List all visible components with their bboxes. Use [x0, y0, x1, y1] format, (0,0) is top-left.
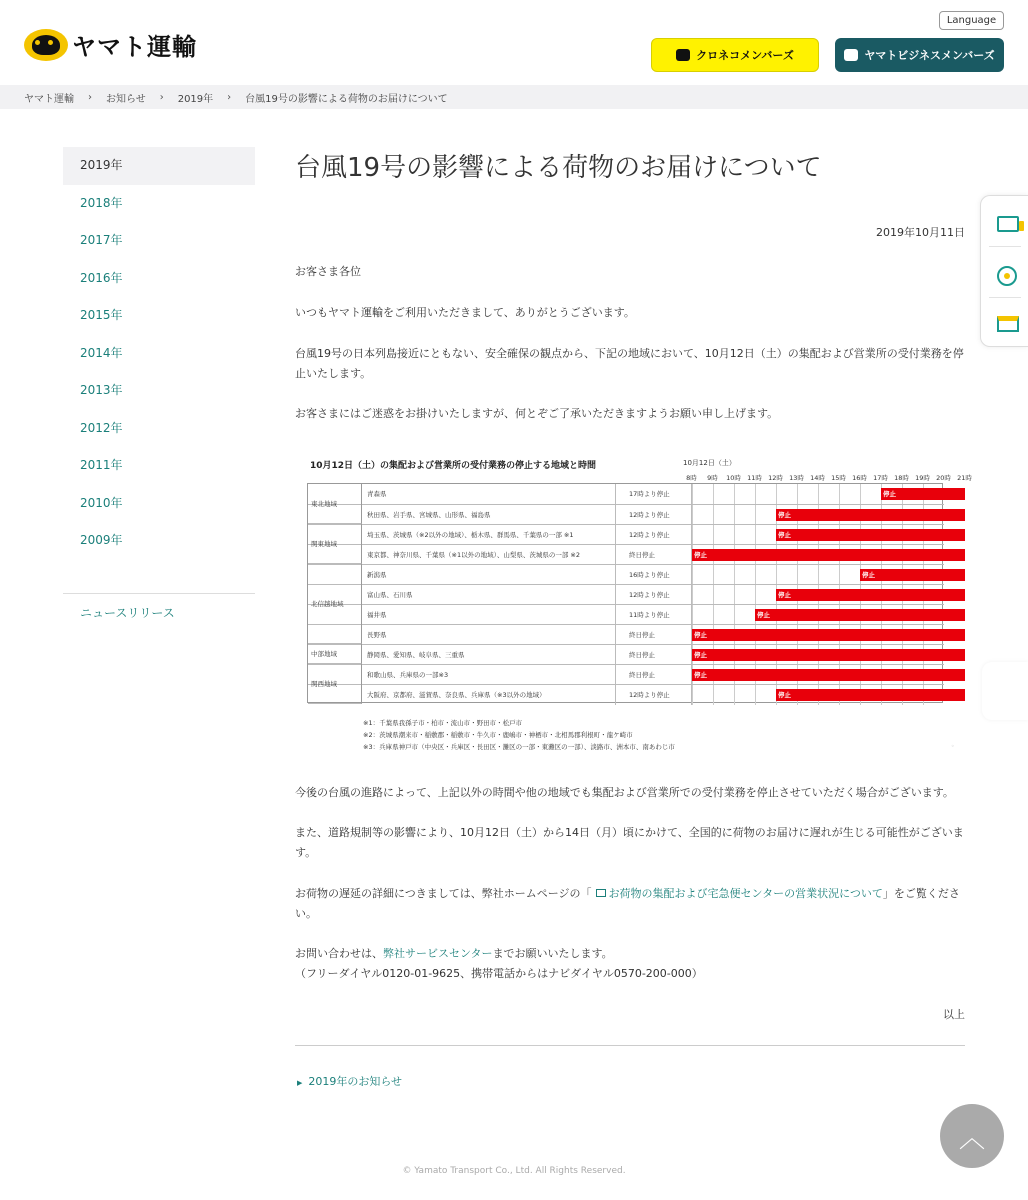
floating-side-menu: [980, 195, 1028, 347]
footnote: ※1：千葉県我孫子市・柏市・流山市・野田市・松戸市: [363, 719, 523, 727]
schedule-title: 10月12日（土）の集配および営業所の受付業務の停止する地域と時間: [310, 461, 597, 471]
hour-grid: [692, 585, 944, 605]
service-center-link[interactable]: 弊社サービスセンター: [383, 947, 493, 960]
stop-time-cell: 16時より停止: [616, 565, 692, 585]
table-row: [308, 484, 944, 504]
region-cell: 中部地域: [308, 644, 362, 664]
hour-grid: [692, 505, 944, 525]
back-to-top-button[interactable]: [940, 1104, 1004, 1168]
sidebar-item-2015[interactable]: 2015年: [80, 308, 123, 322]
suspension-bar: 停止: [692, 549, 965, 561]
suspension-bar: 停止: [860, 569, 965, 581]
hour-label: 20時: [936, 474, 951, 482]
contact-post: までお願いいたします。: [492, 947, 613, 960]
hour-grid: [692, 645, 944, 665]
stop-time-cell: 12時より停止: [616, 525, 692, 545]
region-cell: 東北地域: [308, 484, 362, 524]
area-cell: 青森県: [364, 484, 616, 504]
sidebar-item-2016[interactable]: 2016年: [80, 270, 123, 285]
back-to-year-link[interactable]: [297, 1073, 402, 1089]
paragraph-contact: [295, 944, 965, 984]
hour-label: 14時: [810, 474, 825, 482]
region-cell: 関東地域: [308, 524, 362, 564]
kuroneko-logo-icon: [24, 29, 68, 61]
shop-icon[interactable]: [997, 316, 1019, 332]
sidebar-item-news-release[interactable]: ニュースリリース: [80, 605, 175, 620]
hour-label: 10時: [726, 474, 741, 482]
page-title: 台風19号の影響による荷物のお届けについて: [295, 153, 822, 183]
hour-grid: [692, 525, 944, 545]
hour-label: 17時: [873, 474, 888, 482]
region-cell: 北信越地域: [308, 564, 362, 644]
external-link-icon: [596, 889, 606, 897]
sidebar-item-2014[interactable]: 2014年: [80, 345, 123, 360]
table-row: [308, 664, 944, 684]
business-members-label: ヤマトビジネスメンバーズ: [864, 49, 995, 62]
hour-label: 8時: [686, 474, 697, 482]
table-row: [308, 604, 944, 624]
paragraph-details: [295, 884, 965, 924]
hour-label: 13時: [789, 474, 804, 482]
side-menu-divider: [989, 297, 1021, 298]
area-cell: 長野県: [364, 625, 616, 645]
stop-time-cell: 17時より停止: [616, 484, 692, 504]
kuroneko-members-label: クロネコメンバーズ: [696, 49, 794, 62]
sidebar-divider: [63, 593, 255, 594]
details-post: 」をご覧ください。: [295, 887, 960, 920]
table-row: [308, 644, 944, 664]
stop-time-cell: 終日停止: [616, 545, 692, 565]
language-button[interactable]: Language: [939, 11, 1004, 30]
copyright: © Yamato Transport Co., Ltd. All Rights Reserved.: [402, 1166, 626, 1176]
stop-time-cell: 終日停止: [616, 665, 692, 685]
floating-tab: [982, 662, 1028, 720]
area-cell: 静岡県、愛知県、岐阜県、三重県: [364, 645, 616, 665]
sidebar-item-2011[interactable]: 2011年: [80, 458, 123, 472]
sidebar-item-2019[interactable]: 2019年: [63, 147, 255, 185]
paragraph-notice: 台風19号の日本列島接近にともない、安全確保の観点から、下記の地域において、10月12日（土）の集配および営業所の受付業務を停止いたします。: [295, 347, 964, 380]
hour-grid: [692, 484, 944, 504]
publish-date: 2019年10月11日: [876, 226, 965, 239]
suspension-bar: 停止: [692, 629, 965, 641]
telephone-icon[interactable]: [997, 266, 1017, 286]
area-cell: 埼玉県、茨城県（※2以外の地域）、栃木県、群馬県、千葉県の一部 ※1: [364, 525, 616, 545]
table-row: [308, 564, 944, 584]
paragraph-thanks: いつもヤマト運輸をご利用いただきまして、ありがとうございます。: [295, 306, 635, 319]
logo-text: ヤマト運輸: [72, 33, 197, 61]
triangle-right-icon: ▶: [297, 1079, 303, 1087]
business-members-button[interactable]: [835, 38, 1004, 72]
area-cell: 富山県、石川県: [364, 585, 616, 605]
sidebar-item-2010[interactable]: 2010年: [80, 495, 123, 510]
sidebar-item-2012[interactable]: 2012年: [80, 420, 123, 435]
area-cell: 大阪府、京都府、滋賀県、奈良県、兵庫県（※3以外の地域）: [364, 685, 616, 705]
details-pre: お荷物の遅延の詳細につきましては、弊社ホームページの「: [295, 887, 592, 900]
sidebar-item-2009[interactable]: 2009年: [80, 533, 123, 547]
suspension-bar: 停止: [776, 529, 965, 541]
stop-time-cell: 12時より停止: [616, 505, 692, 525]
stop-time-cell: 12時より停止: [616, 685, 692, 705]
sidebar-item-2013[interactable]: 2013年: [80, 383, 123, 397]
table-row: [308, 684, 944, 704]
status-link[interactable]: お荷物の集配および宅急便センターの営業状況について: [608, 887, 883, 900]
arrow-up-icon: ︿: [958, 1123, 985, 1154]
hour-grid: [692, 565, 944, 585]
suspension-bar: 停止: [776, 589, 965, 601]
area-cell: 秋田県、岩手県、宮城県、山形県、福島県: [364, 505, 616, 525]
stop-time-cell: 終日停止: [616, 625, 692, 645]
paragraph-apology: お客さまにはご迷惑をお掛けいたしますが、何とぞご了承いただきますようお願い申し上げます。: [295, 407, 779, 420]
contact-phone: （フリーダイヤル0120-01-9625、携帯電話からはナビダイヤル0570-200-000）: [295, 967, 703, 980]
briefcase-icon: [844, 49, 858, 61]
breadcrumb-item-current: 台風19号の影響による荷物のお届けについて: [245, 93, 448, 105]
hour-grid: [692, 685, 944, 705]
area-cell: 福井県: [364, 605, 616, 625]
breadcrumb-item-news[interactable]: お知らせ: [106, 93, 146, 105]
suspension-bar: 停止: [776, 689, 965, 701]
cat-icon: [676, 49, 690, 61]
hour-label: 19時: [915, 474, 930, 482]
back-to-year-label: 2019年のお知らせ: [308, 1075, 403, 1088]
chevron-right-icon: ›: [159, 91, 164, 103]
suspension-schedule-table: [305, 455, 972, 755]
hour-header: [686, 473, 972, 483]
side-menu-divider: [989, 246, 1021, 247]
breadcrumb-item-home[interactable]: ヤマト運輸: [24, 93, 74, 105]
sidebar-item-2017[interactable]: 2017年: [80, 233, 123, 247]
hour-label: 18時: [894, 474, 909, 482]
suspension-bar: 停止: [755, 609, 965, 621]
schedule-notes: [363, 717, 675, 753]
sidebar-year-nav: [63, 147, 255, 621]
content-divider: [295, 1045, 965, 1046]
hour-grid: [692, 545, 944, 565]
region-cell: 関西地域: [308, 664, 362, 704]
hour-grid: [692, 625, 944, 645]
suspension-bar: 停止: [881, 488, 965, 500]
chevron-right-icon: ›: [227, 91, 232, 103]
area-cell: 新潟県: [364, 565, 616, 585]
paragraph-delay: また、道路規制等の影響により、10月12日（土）から14日（月）頃にかけて、全国的に荷物のお届けに遅れが生じる可能性がございます。: [295, 826, 964, 859]
table-row: [308, 544, 944, 564]
kuroneko-members-button[interactable]: [651, 38, 819, 72]
hour-label: 12時: [768, 474, 783, 482]
sidebar-item-2018[interactable]: 2018年: [80, 195, 123, 210]
contact-pre: お問い合わせは、: [295, 947, 383, 960]
hour-label: 21時: [957, 474, 972, 482]
paragraph-route: 今後の台風の進路によって、上記以外の時間や他の地域でも集配および営業所での受付業務を停止させていただく場合がございます。: [295, 786, 954, 799]
breadcrumb-item-year[interactable]: 2019年: [177, 93, 214, 105]
stop-time-cell: 11時より停止: [616, 605, 692, 625]
chevron-right-icon: ›: [88, 91, 92, 103]
yamato-logo[interactable]: [24, 27, 197, 62]
hour-label: 16時: [852, 474, 867, 482]
suspension-bar: 停止: [692, 649, 965, 661]
hour-grid: [692, 605, 944, 625]
table-row: [308, 584, 944, 604]
hour-label: 9時: [707, 474, 718, 482]
breadcrumb: [0, 85, 1028, 109]
area-cell: 東京都、神奈川県、千葉県（※1以外の地域）、山梨県、茨城県の一部 ※2: [364, 545, 616, 565]
decorative-dot: ◦: [951, 743, 955, 750]
schedule-grid: [307, 483, 943, 703]
table-row: [308, 504, 944, 524]
footnote: ※3：兵庫県神戸市（中央区・兵庫区・長田区・灘区の一部・東灘区の一部）、淡路市、洲本市、南あわじ市: [363, 743, 675, 751]
pc-icon[interactable]: [997, 216, 1019, 232]
table-row: [308, 624, 944, 644]
stop-time-cell: 12時より停止: [616, 585, 692, 605]
suspension-bar: 停止: [776, 509, 965, 521]
closing-text: 以上: [943, 1008, 965, 1021]
table-row: [308, 524, 944, 544]
hour-label: 11時: [747, 474, 762, 482]
hour-grid: [692, 665, 944, 685]
schedule-date-header: 10月12日（土）: [683, 459, 736, 467]
site-header: [0, 0, 1028, 84]
suspension-bar: 停止: [692, 669, 965, 681]
area-cell: 和歌山県、兵庫県の一部※3: [364, 665, 616, 685]
hour-label: 15時: [831, 474, 846, 482]
footnote: ※2：茨城県潮来市・稲敷郡・稲敷市・牛久市・鹿嶋市・神栖市・北相馬郡利根町・龍ケ崎市: [363, 731, 633, 739]
greeting: お客さま各位: [295, 265, 361, 278]
stop-time-cell: 終日停止: [616, 645, 692, 665]
